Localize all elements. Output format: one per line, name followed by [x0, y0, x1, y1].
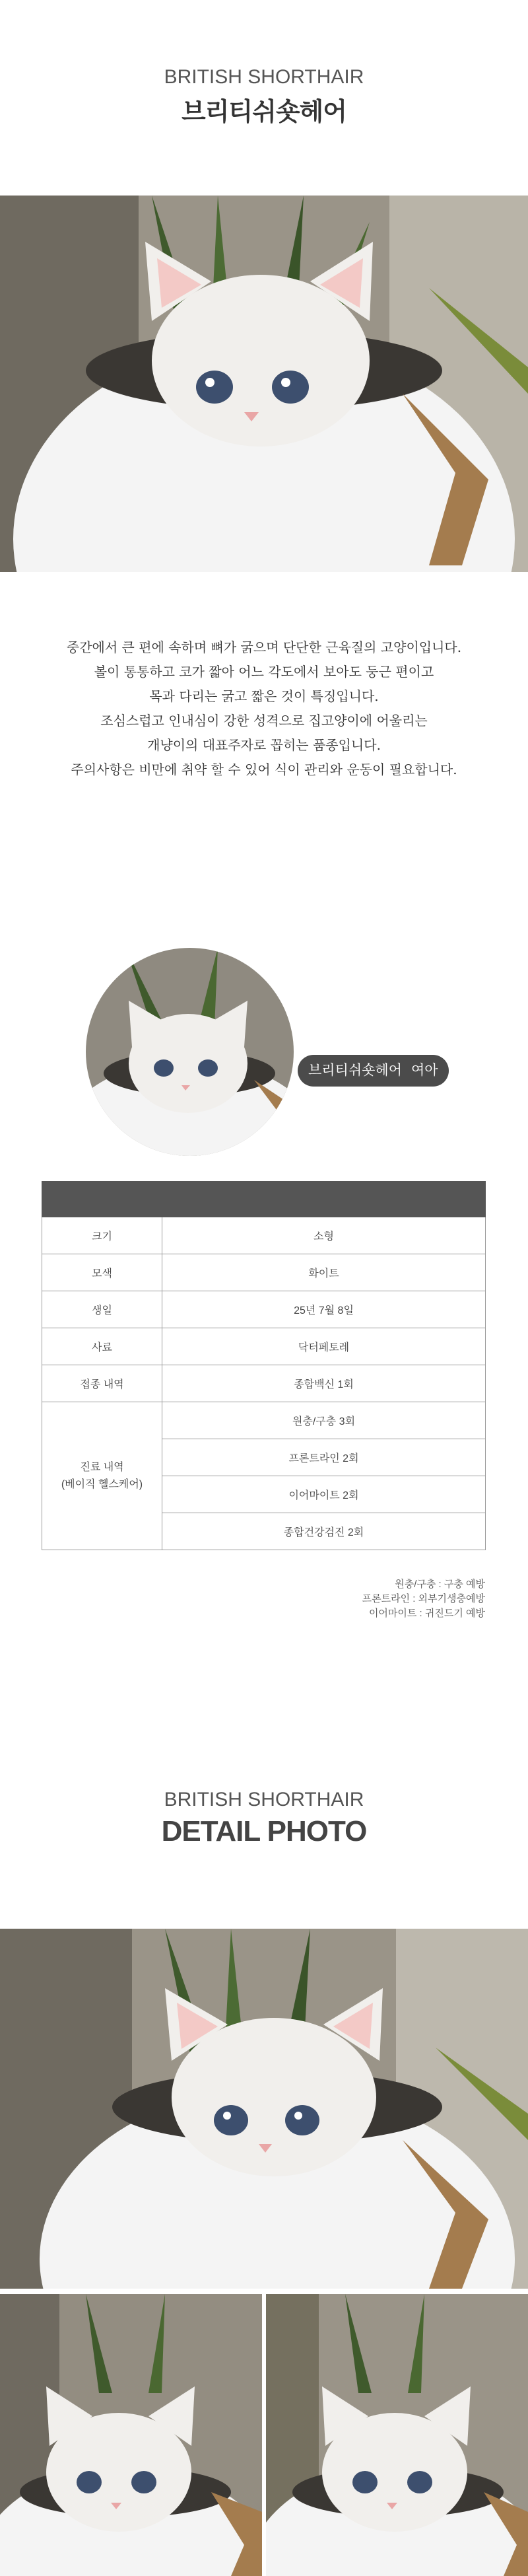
note-line: 프론트라인 : 외부기생충예방	[362, 1593, 485, 1604]
row-label: 모색	[42, 1254, 162, 1291]
treatment-label-line: (베이직 헬스케어)	[61, 1478, 143, 1490]
detail-photo-left	[0, 2294, 262, 2576]
note-line: 이어마이트 : 귀진드기 예방	[368, 1608, 485, 1619]
kitten-main-photo	[0, 196, 528, 572]
treatment-value: 프론트라인 2회	[162, 1439, 486, 1476]
row-label: 사료	[42, 1328, 162, 1365]
description-line: 개냥이의 대표주자로 꼽히는 품종입니다.	[147, 737, 381, 753]
treatment-value: 종합건강검진 2회	[162, 1513, 486, 1550]
name-badge	[298, 1055, 449, 1087]
table-row	[42, 1365, 486, 1402]
table-row	[42, 1291, 486, 1328]
hero-english-title: BRITISH SHORTHAIR	[164, 66, 364, 88]
description-line: 중간에서 큰 편에 속하며 뼈가 굵으며 단단한 근육질의 고양이입니다.	[66, 639, 462, 655]
treatment-value: 원충/구충 3회	[162, 1402, 486, 1439]
table-header-cell	[42, 1182, 162, 1217]
row-value: 25년 7월 8일	[162, 1291, 486, 1328]
row-label: 크기	[42, 1217, 162, 1254]
treatment-label	[42, 1402, 162, 1550]
description-line: 주의사항은 비만에 취약 할 수 있어 식이 관리와 운동이 필요합니다.	[71, 762, 457, 777]
treatment-label-line: 진료 내역	[80, 1461, 124, 1473]
table-header-cell	[162, 1182, 486, 1217]
kitten-name: 브리티쉬숏헤어	[308, 1063, 403, 1078]
treatment-notes	[362, 1577, 485, 1621]
table-row	[42, 1328, 486, 1365]
row-value: 화이트	[162, 1254, 486, 1291]
row-value: 소형	[162, 1217, 486, 1254]
description-line: 조심스럽고 인내심이 강한 성격으로 집고양이에 어울리는	[100, 713, 428, 729]
row-value: 닥터페토레	[162, 1328, 486, 1365]
row-value: 종합백신 1회	[162, 1365, 486, 1402]
description-line: 볼이 통통하고 코가 짧아 어느 각도에서 보아도 둥근 편이고	[94, 664, 434, 680]
table-header-row	[42, 1182, 486, 1217]
table-row	[42, 1217, 486, 1254]
row-label: 접종 내역	[42, 1365, 162, 1402]
detail-english-title: BRITISH SHORTHAIR	[164, 1789, 364, 1810]
detail-photo-large	[0, 1929, 528, 2289]
note-line: 원충/구충 : 구충 예방	[395, 1579, 485, 1590]
table-row	[42, 1402, 486, 1439]
breed-description	[0, 635, 528, 782]
row-label: 생일	[42, 1291, 162, 1328]
kitten-gender: 여아	[411, 1063, 438, 1078]
hero-korean-title: 브리티쉬숏헤어	[182, 98, 346, 126]
info-table	[42, 1181, 486, 1550]
detail-photo-right	[266, 2294, 528, 2576]
description-line: 목과 다리는 굵고 짧은 것이 특징입니다.	[149, 688, 379, 704]
detail-heading	[0, 1789, 528, 1848]
hero-heading	[0, 66, 528, 127]
treatment-value: 이어마이트 2회	[162, 1476, 486, 1513]
table-row	[42, 1254, 486, 1291]
detail-title: DETAIL PHOTO	[161, 1815, 367, 1847]
profile-photo	[86, 948, 294, 1156]
